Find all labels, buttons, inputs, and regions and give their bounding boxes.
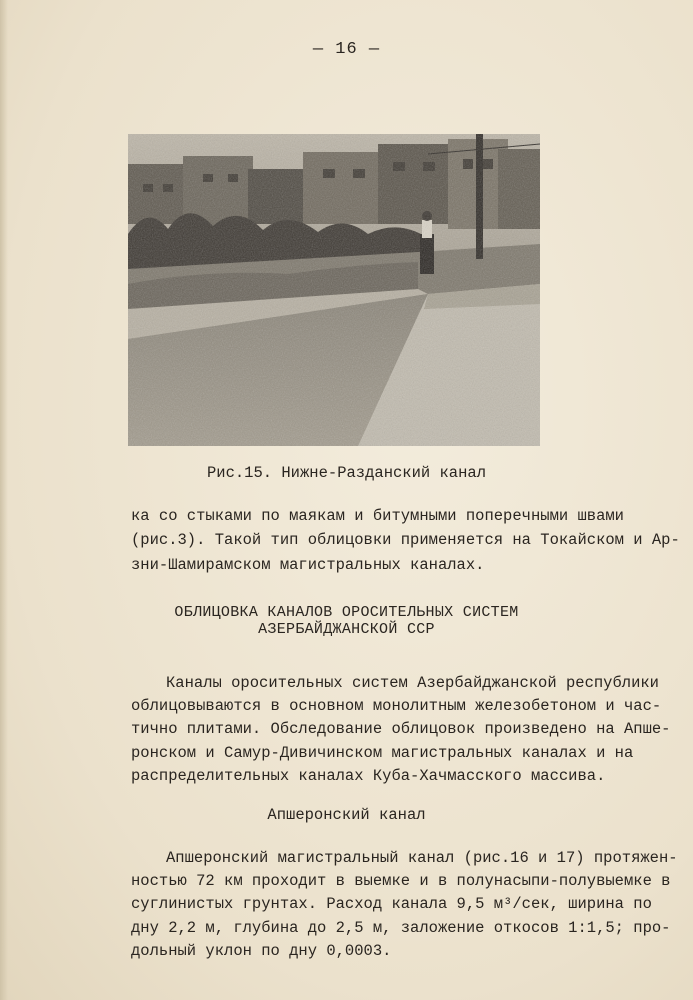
figure-caption: Рис.15. Нижне-Разданский канал: [206, 464, 487, 482]
text-line: Каналы оросительных систем Азербайджанской республики: [166, 674, 659, 692]
page-number: — 16 —: [312, 40, 381, 59]
text-line: Апшеронский магистральный канал (рис.16 и 17) протяжен-: [166, 849, 678, 867]
text-line: ронском и Самур-Дивичинском магистральных каналах и на: [131, 744, 634, 762]
section-heading-line-1: ОБЛИЦОВКА КАНАЛОВ ОРОСИТЕЛЬНЫХ СИСТЕМ: [174, 604, 519, 621]
page-edge-shadow: [0, 0, 8, 1000]
text-line: дну 2,2 м, глубина до 2,5 м, заложение откосов 1:1,5; про-: [131, 919, 671, 937]
text-line: тично плитами. Обследование облицовок произведено на Апше-: [131, 720, 671, 738]
figure-photo-canal: [128, 134, 540, 446]
text-line: распределительных каналах Куба-Хачмасского массива.: [131, 767, 606, 785]
text-line: ка со стыками по маякам и битумными поперечными швами: [131, 507, 624, 525]
text-line: (рис.3). Такой тип облицовки применяется на Токайском и Ар-: [131, 531, 680, 549]
subheading: Апшеронский канал: [267, 806, 426, 824]
text-line: зни-Шамирамском магистральных каналах.: [131, 556, 485, 574]
text-line: дольный уклон по дну 0,0003.: [131, 942, 392, 960]
text-line: ностью 72 км проходит в выемке и в полунасыпи-полувыемке в: [131, 872, 671, 890]
text-line: облицовываются в основном монолитным железобетоном и час-: [131, 697, 662, 715]
text-line: суглинистых грунтах. Расход канала 9,5 м³/сек, ширина по: [131, 895, 652, 913]
section-heading-line-2: АЗЕРБАЙДЖАНСКОЙ ССР: [258, 621, 435, 638]
